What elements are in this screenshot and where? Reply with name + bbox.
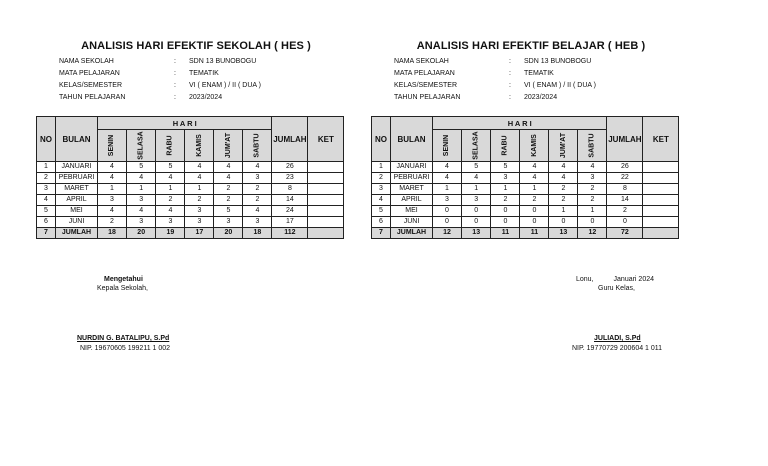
cell-ket bbox=[643, 206, 679, 217]
table-row bbox=[372, 206, 679, 217]
info-colon: : bbox=[509, 58, 511, 65]
hes-info bbox=[36, 56, 356, 104]
cell-day: 4 bbox=[127, 206, 156, 217]
info-label: MATA PELAJARAN bbox=[59, 70, 120, 77]
cell-day: 3 bbox=[491, 173, 520, 184]
info-colon: : bbox=[509, 70, 511, 77]
cell-day: 2 bbox=[578, 184, 607, 195]
cell-day: 5 bbox=[491, 162, 520, 173]
info-colon: : bbox=[174, 58, 176, 65]
sig-mengetahui: Mengetahui bbox=[104, 276, 143, 283]
cell-jumlah: 22 bbox=[607, 173, 643, 184]
info-colon: : bbox=[174, 70, 176, 77]
cell-day: 3 bbox=[433, 195, 462, 206]
day-header: RABU bbox=[156, 130, 185, 162]
cell-day: 0 bbox=[491, 217, 520, 228]
cell-day: 3 bbox=[243, 173, 272, 184]
cell-day: 1 bbox=[433, 184, 462, 195]
cell-day: 3 bbox=[127, 195, 156, 206]
cell-bulan: PEBRUARI bbox=[391, 173, 433, 184]
table-row bbox=[37, 173, 344, 184]
day-header: KAMIS bbox=[520, 130, 549, 162]
cell-jumlah: 112 bbox=[272, 228, 308, 239]
principal-name: NURDIN G. BATALIPU, S.Pd bbox=[77, 335, 170, 342]
table-row bbox=[37, 184, 344, 195]
info-value: 2023/2024 bbox=[524, 94, 558, 101]
cell-day: 4 bbox=[156, 206, 185, 217]
cell-no: 2 bbox=[37, 173, 56, 184]
cell-bulan: JUNI bbox=[391, 217, 433, 228]
table-row bbox=[37, 195, 344, 206]
heb-info bbox=[371, 56, 691, 104]
cell-jumlah: 14 bbox=[272, 195, 308, 206]
cell-bulan: MARET bbox=[391, 184, 433, 195]
cell-day: 2 bbox=[520, 195, 549, 206]
cell-day: 2 bbox=[549, 195, 578, 206]
sig-place: Lonu, bbox=[576, 276, 594, 283]
table-row bbox=[37, 217, 344, 228]
cell-no: 3 bbox=[37, 184, 56, 195]
cell-day: 3 bbox=[156, 217, 185, 228]
day-header: SELASA bbox=[127, 130, 156, 162]
table-row bbox=[37, 162, 344, 173]
cell-day: 0 bbox=[520, 206, 549, 217]
total-row bbox=[372, 228, 679, 239]
cell-day: 12 bbox=[578, 228, 607, 239]
cell-day: 5 bbox=[127, 162, 156, 173]
day-header: SENIN bbox=[433, 130, 462, 162]
cell-day: 5 bbox=[214, 206, 243, 217]
heb-info-row bbox=[371, 56, 691, 68]
cell-day: 20 bbox=[127, 228, 156, 239]
cell-day: 18 bbox=[243, 228, 272, 239]
cell-day: 1 bbox=[520, 184, 549, 195]
info-label: TAHUN PELAJARAN bbox=[59, 94, 126, 101]
cell-no: 4 bbox=[372, 195, 391, 206]
cell-ket bbox=[308, 173, 344, 184]
cell-day: 2 bbox=[98, 217, 127, 228]
teacher-name-block bbox=[572, 335, 662, 352]
cell-jumlah: 24 bbox=[272, 206, 308, 217]
teacher-name: JULIADI, S.Pd bbox=[594, 335, 641, 342]
cell-day: 3 bbox=[243, 217, 272, 228]
cell-day: 0 bbox=[549, 217, 578, 228]
cell-day: 13 bbox=[549, 228, 578, 239]
cell-day: 4 bbox=[433, 162, 462, 173]
col-jumlah-header: JUMLAH bbox=[272, 117, 308, 162]
info-label: MATA PELAJARAN bbox=[394, 70, 455, 77]
cell-day: 1 bbox=[156, 184, 185, 195]
day-header: SELASA bbox=[462, 130, 491, 162]
cell-ket bbox=[643, 217, 679, 228]
cell-bulan: APRIL bbox=[56, 195, 98, 206]
cell-day: 13 bbox=[462, 228, 491, 239]
cell-day: 0 bbox=[520, 217, 549, 228]
cell-day: 4 bbox=[549, 162, 578, 173]
cell-day: 4 bbox=[127, 173, 156, 184]
info-value: VI ( ENAM ) / II ( DUA ) bbox=[189, 82, 261, 89]
cell-no: 1 bbox=[37, 162, 56, 173]
cell-day: 2 bbox=[214, 195, 243, 206]
col-hari-header: H A R I bbox=[433, 117, 607, 130]
cell-day: 18 bbox=[98, 228, 127, 239]
heb-panel bbox=[371, 40, 691, 236]
info-value: VI ( ENAM ) / II ( DUA ) bbox=[524, 82, 596, 89]
cell-jumlah: 2 bbox=[607, 206, 643, 217]
cell-day: 4 bbox=[98, 206, 127, 217]
cell-no: 5 bbox=[37, 206, 56, 217]
cell-bulan: PEBRUARI bbox=[56, 173, 98, 184]
info-value: SDN 13 BUNOBOGU bbox=[189, 58, 257, 65]
cell-day: 2 bbox=[491, 195, 520, 206]
table-row bbox=[372, 184, 679, 195]
cell-day: 1 bbox=[462, 184, 491, 195]
cell-day: 11 bbox=[491, 228, 520, 239]
principal-signature bbox=[97, 276, 148, 292]
cell-day: 1 bbox=[127, 184, 156, 195]
info-value: TEMATIK bbox=[524, 70, 554, 77]
cell-day: 3 bbox=[185, 217, 214, 228]
hes-info-row bbox=[36, 56, 356, 68]
cell-day: 3 bbox=[127, 217, 156, 228]
col-no-header: NO bbox=[37, 117, 56, 162]
teacher-nip: NIP. 19770729 200604 1 011 bbox=[572, 345, 663, 352]
cell-no: 6 bbox=[372, 217, 391, 228]
cell-day: 1 bbox=[98, 184, 127, 195]
cell-day: 4 bbox=[98, 162, 127, 173]
cell-day: 4 bbox=[520, 162, 549, 173]
cell-day: 3 bbox=[98, 195, 127, 206]
cell-ket bbox=[643, 195, 679, 206]
table-row bbox=[372, 173, 679, 184]
heb-info-row bbox=[371, 80, 691, 92]
info-label: KELAS/SEMESTER bbox=[59, 82, 123, 89]
cell-no: 4 bbox=[37, 195, 56, 206]
hes-panel bbox=[36, 40, 356, 236]
cell-bulan: JANUARI bbox=[391, 162, 433, 173]
info-label: TAHUN PELAJARAN bbox=[394, 94, 461, 101]
col-bulan-header: BULAN bbox=[391, 117, 433, 162]
cell-day: 4 bbox=[214, 162, 243, 173]
cell-day: 4 bbox=[156, 173, 185, 184]
sig-guru-kelas: Guru Kelas, bbox=[598, 285, 635, 292]
day-header: RABU bbox=[491, 130, 520, 162]
col-bulan-header: BULAN bbox=[56, 117, 98, 162]
cell-day: 4 bbox=[185, 173, 214, 184]
cell-day: 5 bbox=[156, 162, 185, 173]
table-row bbox=[372, 195, 679, 206]
cell-bulan: JUMLAH bbox=[391, 228, 433, 239]
cell-day: 4 bbox=[578, 162, 607, 173]
cell-jumlah: 0 bbox=[607, 217, 643, 228]
cell-day: 4 bbox=[214, 173, 243, 184]
cell-day: 19 bbox=[156, 228, 185, 239]
cell-ket bbox=[308, 206, 344, 217]
cell-day: 20 bbox=[214, 228, 243, 239]
cell-day: 3 bbox=[214, 217, 243, 228]
cell-day: 4 bbox=[520, 173, 549, 184]
cell-bulan: JANUARI bbox=[56, 162, 98, 173]
cell-ket bbox=[308, 184, 344, 195]
heb-info-row bbox=[371, 92, 691, 104]
cell-jumlah: 8 bbox=[607, 184, 643, 195]
cell-no: 7 bbox=[37, 228, 56, 239]
cell-day: 11 bbox=[520, 228, 549, 239]
table-row bbox=[372, 162, 679, 173]
cell-no: 2 bbox=[372, 173, 391, 184]
cell-day: 0 bbox=[462, 217, 491, 228]
cell-jumlah: 8 bbox=[272, 184, 308, 195]
total-row bbox=[37, 228, 344, 239]
info-value: 2023/2024 bbox=[189, 94, 223, 101]
cell-no: 3 bbox=[372, 184, 391, 195]
cell-day: 3 bbox=[462, 195, 491, 206]
cell-bulan: MARET bbox=[56, 184, 98, 195]
hes-info-row bbox=[36, 68, 356, 80]
cell-day: 0 bbox=[578, 217, 607, 228]
cell-day: 1 bbox=[185, 184, 214, 195]
day-header: JUM'AT bbox=[549, 130, 578, 162]
cell-ket bbox=[643, 162, 679, 173]
sig-date: Januari 2024 bbox=[613, 276, 655, 283]
hes-info-row bbox=[36, 92, 356, 104]
info-value: SDN 13 BUNOBOGU bbox=[524, 58, 592, 65]
col-no-header: NO bbox=[372, 117, 391, 162]
cell-day: 0 bbox=[462, 206, 491, 217]
cell-day: 4 bbox=[433, 173, 462, 184]
day-header: KAMIS bbox=[185, 130, 214, 162]
info-colon: : bbox=[174, 94, 176, 101]
cell-bulan: JUMLAH bbox=[56, 228, 98, 239]
cell-jumlah: 26 bbox=[607, 162, 643, 173]
cell-day: 0 bbox=[433, 217, 462, 228]
cell-jumlah: 72 bbox=[607, 228, 643, 239]
cell-day: 2 bbox=[243, 184, 272, 195]
info-colon: : bbox=[509, 94, 511, 101]
col-ket-header: KET bbox=[643, 117, 679, 162]
principal-name-block bbox=[77, 335, 170, 352]
cell-day: 2 bbox=[243, 195, 272, 206]
info-label: NAMA SEKOLAH bbox=[59, 58, 114, 65]
day-header: SABTU bbox=[243, 130, 272, 162]
cell-day: 2 bbox=[214, 184, 243, 195]
cell-jumlah: 14 bbox=[607, 195, 643, 206]
cell-day: 2 bbox=[549, 184, 578, 195]
principal-nip: NIP. 19670605 199211 1 002 bbox=[80, 345, 171, 352]
cell-day: 1 bbox=[578, 206, 607, 217]
cell-day: 4 bbox=[462, 173, 491, 184]
col-hari-header: H A R I bbox=[98, 117, 272, 130]
hes-title: ANALISIS HARI EFEKTIF SEKOLAH ( HES ) bbox=[81, 40, 311, 52]
cell-ket bbox=[643, 184, 679, 195]
sig-kepala-sekolah: Kepala Sekolah, bbox=[97, 285, 148, 292]
cell-day: 4 bbox=[185, 162, 214, 173]
info-label: KELAS/SEMESTER bbox=[394, 82, 458, 89]
cell-day: 4 bbox=[549, 173, 578, 184]
day-header: JUM'AT bbox=[214, 130, 243, 162]
cell-ket bbox=[643, 173, 679, 184]
heb-info-row bbox=[371, 68, 691, 80]
cell-ket bbox=[643, 228, 679, 239]
day-header: SENIN bbox=[98, 130, 127, 162]
cell-day: 2 bbox=[156, 195, 185, 206]
col-jumlah-header: JUMLAH bbox=[607, 117, 643, 162]
cell-ket bbox=[308, 195, 344, 206]
cell-no: 5 bbox=[372, 206, 391, 217]
heb-table bbox=[371, 116, 679, 239]
info-colon: : bbox=[174, 82, 176, 89]
cell-bulan: JUNI bbox=[56, 217, 98, 228]
cell-no: 6 bbox=[37, 217, 56, 228]
info-value: TEMATIK bbox=[189, 70, 219, 77]
cell-day: 0 bbox=[491, 206, 520, 217]
cell-day: 3 bbox=[578, 173, 607, 184]
day-header: SABTU bbox=[578, 130, 607, 162]
cell-bulan: APRIL bbox=[391, 195, 433, 206]
cell-day: 2 bbox=[578, 195, 607, 206]
cell-day: 3 bbox=[185, 206, 214, 217]
cell-bulan: MEI bbox=[391, 206, 433, 217]
cell-jumlah: 26 bbox=[272, 162, 308, 173]
cell-bulan: MEI bbox=[56, 206, 98, 217]
cell-day: 1 bbox=[491, 184, 520, 195]
heb-title: ANALISIS HARI EFEKTIF BELAJAR ( HEB ) bbox=[416, 40, 646, 52]
cell-day: 12 bbox=[433, 228, 462, 239]
cell-jumlah: 17 bbox=[272, 217, 308, 228]
cell-day: 2 bbox=[185, 195, 214, 206]
cell-ket bbox=[308, 162, 344, 173]
col-ket-header: KET bbox=[308, 117, 344, 162]
cell-day: 4 bbox=[98, 173, 127, 184]
cell-ket bbox=[308, 217, 344, 228]
info-colon: : bbox=[509, 82, 511, 89]
cell-day: 0 bbox=[433, 206, 462, 217]
cell-ket bbox=[308, 228, 344, 239]
cell-day: 5 bbox=[462, 162, 491, 173]
cell-no: 1 bbox=[372, 162, 391, 173]
sig-date-line bbox=[576, 276, 654, 283]
cell-day: 4 bbox=[243, 162, 272, 173]
hes-table bbox=[36, 116, 344, 239]
info-label: NAMA SEKOLAH bbox=[394, 58, 449, 65]
cell-day: 17 bbox=[185, 228, 214, 239]
hes-info-row bbox=[36, 80, 356, 92]
cell-day: 1 bbox=[549, 206, 578, 217]
table-row bbox=[372, 217, 679, 228]
table-row bbox=[37, 206, 344, 217]
cell-no: 7 bbox=[372, 228, 391, 239]
cell-day: 4 bbox=[243, 206, 272, 217]
teacher-signature bbox=[576, 276, 654, 292]
cell-jumlah: 23 bbox=[272, 173, 308, 184]
